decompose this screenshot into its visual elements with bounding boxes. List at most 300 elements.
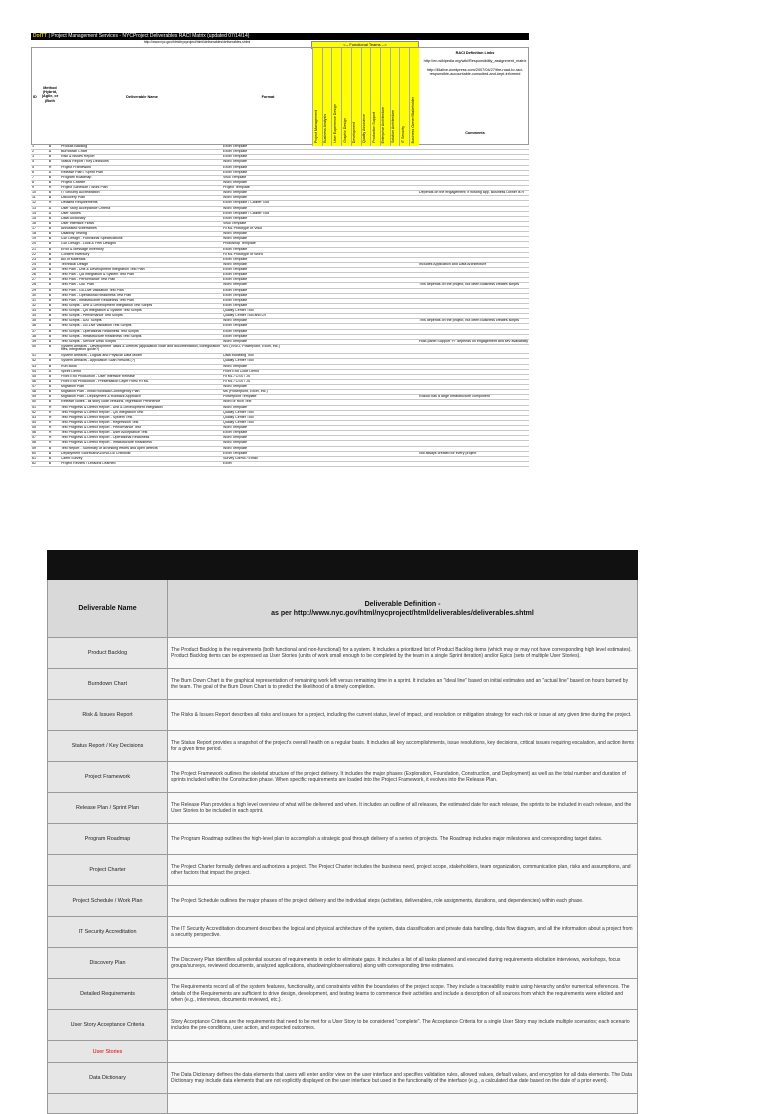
- row-format: Word Template: [223, 206, 248, 210]
- row-format: Excel Template: [223, 334, 248, 338]
- row-id: 45: [32, 374, 36, 378]
- row-deliverable-name: Migration Plan: [61, 385, 84, 389]
- row-method: B: [48, 385, 52, 389]
- team-column: [380, 48, 388, 146]
- row-raci-cells: [311, 431, 418, 435]
- row-format: Front End Code Demo: [223, 369, 259, 373]
- row-raci-cells: [311, 380, 418, 384]
- row-format: Word or Rich Text: [223, 400, 252, 404]
- row-id: 41: [32, 354, 36, 358]
- row-deliverable-name: Test Report - Summary of all testing efforts and open defects: [61, 446, 158, 450]
- row-deliverable-name: GUI Design - Look & Feel Designs: [61, 242, 116, 246]
- row-raci-cells: [311, 166, 418, 170]
- definition-text: The Project Schedule outlines the major phases of the project delivery and the individual steps (activities, deliverables, role assignments, durations, and dependencies) within each phase.: [168, 886, 638, 917]
- row-method: B: [48, 374, 52, 378]
- row-format: Quality Center Tool: [223, 420, 254, 424]
- row-raci-cells: [311, 222, 418, 226]
- row-deliverable-name: Migration Plan - Initial Rollback/Contingency Plan: [61, 390, 140, 394]
- row-deliverable-name: Discovery Plan: [61, 196, 85, 200]
- row-id: 53: [32, 415, 36, 419]
- row-method: B: [48, 288, 52, 292]
- row-format: Quality Center Tool: [223, 309, 254, 312]
- header-id: ID: [33, 95, 37, 99]
- row-method: B: [48, 221, 52, 225]
- table-row: [48, 1094, 638, 1114]
- row-id: 13: [32, 206, 36, 210]
- row-id: 23: [32, 257, 36, 261]
- row-method: B: [48, 446, 52, 450]
- table-row: [48, 979, 638, 1010]
- team-columns: [312, 48, 419, 146]
- row-deliverable-name: Annotated Wireframes: [61, 227, 97, 230]
- row-comment: Not always created for every project: [419, 451, 477, 455]
- row-method: H: [48, 426, 52, 430]
- row-raci-cells: [311, 319, 418, 323]
- row-format: Word Template: [223, 283, 248, 287]
- definition-deliverable-name: [48, 1094, 168, 1114]
- row-method: B: [48, 160, 52, 164]
- row-id: 7: [32, 175, 34, 179]
- header-method: Method (Hybrid, (Agile, or (Both: [41, 86, 59, 103]
- row-method: B: [48, 451, 52, 455]
- row-format: Powerpoint Template: [223, 395, 257, 399]
- row-id: 11: [32, 196, 36, 200]
- row-format: Word Template: [223, 364, 248, 368]
- table-row: [48, 638, 638, 669]
- row-format: Quality Center Tool: [223, 415, 254, 419]
- row-raci-cells: [311, 406, 418, 410]
- team-name: Development: [352, 121, 357, 143]
- row-deliverable-name: Test Scripts - Unit & Development Integration Test Scripts: [61, 303, 153, 307]
- row-method: B: [48, 278, 52, 282]
- row-method: H: [48, 431, 52, 435]
- row-id: 18: [32, 232, 36, 236]
- row-id: 21: [32, 247, 36, 251]
- row-format: Excel Template: [223, 288, 248, 292]
- row-raci-cells: [311, 248, 418, 252]
- row-deliverable-name: Test Progress & Defect Report - QA Integration Test: [61, 410, 144, 414]
- row-method: H: [48, 436, 52, 440]
- row-id: 25: [32, 268, 36, 271]
- row-format: Excel Template: [223, 278, 248, 282]
- row-raci-cells: [311, 395, 418, 399]
- row-id: 6: [32, 170, 34, 174]
- row-format: Word Template: [223, 232, 248, 236]
- row-format: Word Template: [223, 319, 248, 323]
- row-deliverable-name: Test Scripts - Infrastructure Readiness Test Scripts: [61, 334, 142, 338]
- row-id: 37: [32, 329, 36, 333]
- row-id: 47: [32, 385, 36, 389]
- row-raci-cells: [311, 324, 418, 328]
- row-method: B: [48, 456, 52, 460]
- row-id: 56: [32, 431, 36, 435]
- row-format: Excel Template: [223, 150, 248, 154]
- row-method: B: [48, 298, 52, 302]
- row-format: Excel Template: [223, 170, 248, 174]
- row-deliverable-name: User Interface Flows: [61, 221, 94, 225]
- definition-text: The IT Security Accreditation document describes the logical and physical architecture of the system, data classification and private data handling, data flow diagram, and all the information about a project from a security perspective.: [168, 917, 638, 948]
- row-format: Excel Template: [223, 431, 248, 435]
- row-raci-cells: [311, 160, 418, 164]
- row-raci-cells: [311, 207, 418, 211]
- row-id: 27: [32, 278, 36, 282]
- definition-deliverable-name: Discovery Plan: [48, 948, 168, 979]
- row-raci-cells: [311, 314, 418, 318]
- row-method: B: [48, 400, 52, 404]
- row-raci-cells: [311, 263, 418, 267]
- row-id: 2: [32, 150, 34, 154]
- row-id: 42: [32, 359, 36, 363]
- row-deliverable-name: Burndown Chart: [61, 150, 87, 154]
- team-column: [331, 48, 339, 146]
- team-name: Solution Architecture: [391, 110, 396, 143]
- row-deliverable-name: Program Roadmap: [61, 175, 92, 179]
- row-id: 8: [32, 180, 34, 184]
- header-deliverable-definition: Deliverable Definition - as per http://www.nyc.gov/html/nycproject/html/deliverables/deliverables.shtml: [168, 580, 638, 638]
- row-method: B: [48, 344, 52, 348]
- row-id: 34: [32, 314, 36, 318]
- row-deliverable-name: Test Scripts - QA Integration & System Test Scripts: [61, 309, 142, 312]
- raci-matrix-sheet: [31, 33, 529, 465]
- definition-deliverable-name: Project Schedule / Work Plan: [48, 886, 168, 917]
- row-format: Excel Template: [223, 257, 248, 261]
- table-row: [48, 1063, 638, 1094]
- row-deliverable-name: Content Inventory: [61, 252, 90, 256]
- row-format: Excel Template: [223, 451, 248, 455]
- definition-text: The Product Backlog is the requirements (both functional and non-functional) for a system. It includes a prioritized list of Product Backlog items (which may or may not have corresponding high level estimates). Product Backlog items can be expressed as User Stories (units of work small enough to be completed by the team in a single Sprint iteration) and/or Epics (sets of multiple User Stories).: [168, 638, 638, 669]
- row-id: 4: [32, 160, 34, 164]
- row-id: 49: [32, 395, 36, 399]
- row-deliverable-name: Front End Production - Presentation Layer Files/ HTML: [61, 379, 149, 383]
- row-raci-cells: [311, 354, 418, 358]
- team-name: Production Support: [371, 112, 376, 143]
- row-method: H: [48, 410, 52, 414]
- header-deliverable-name: Deliverable Name: [48, 580, 168, 638]
- row-raci-cells: [311, 196, 418, 200]
- raci-link-1[interactable]: http://en.wikipedia.org/wiki/Responsibility_assignment_matrix: [423, 59, 527, 64]
- row-method: B: [48, 319, 52, 323]
- row-method: A: [48, 211, 52, 215]
- row-deliverable-name: Test Plan - Performance Test Plan: [61, 278, 116, 282]
- row-raci-cells: [311, 359, 418, 363]
- table-row: [48, 1041, 638, 1063]
- row-method: B: [48, 247, 52, 251]
- team-column: [399, 48, 407, 146]
- team-column: [361, 48, 369, 146]
- row-format: Word Template: [223, 237, 248, 241]
- row-method: H: [48, 420, 52, 424]
- row-raci-cells: [311, 289, 418, 293]
- row-deliverable-name: IT Security Accreditation: [61, 191, 100, 195]
- row-format: Data Modeling Tool: [223, 354, 254, 358]
- row-id: 17: [32, 227, 36, 230]
- row-raci-cells: [311, 416, 418, 420]
- sheet-title-text: | Project Management Services - NYCProject Deliverables RACI Matrix (updated 07/14/14): [47, 33, 250, 39]
- row-method: B: [48, 359, 52, 363]
- row-format: Survey Gizmo / Email: [223, 456, 258, 460]
- row-deliverable-name: Test Progress & Defect Report - Unit & Development Integration: [61, 405, 163, 409]
- team-name: Business Owner/Stakeholder: [410, 96, 415, 143]
- definition-text: [168, 1041, 638, 1063]
- row-id: 52: [32, 410, 36, 414]
- row-format: Excel Template: [223, 268, 248, 271]
- raci-links: [420, 51, 530, 77]
- row-method: B: [48, 273, 52, 277]
- definition-deliverable-name: Project Framework: [48, 762, 168, 793]
- row-deliverable-name: User Story Acceptance Criteria: [61, 206, 111, 210]
- row-method: B: [48, 232, 52, 236]
- row-id: 1: [32, 145, 34, 148]
- row-format: Word Template: [223, 405, 248, 409]
- row-deliverable-name: Run Book: [61, 364, 77, 368]
- row-comment: This depends on the project, but often Business creates scripts: [419, 319, 520, 323]
- row-deliverable-name: GUI Design - Functional Specifications: [61, 237, 123, 241]
- row-format: Excel Template / Caliber Tool: [223, 211, 270, 215]
- row-raci-cells: [311, 441, 418, 445]
- team-name: Enterprise Architecture: [381, 106, 386, 143]
- row-method: B: [48, 242, 52, 246]
- row-id: 30: [32, 293, 36, 297]
- sheet-url[interactable]: http://www.nyc.gov/html/nycproject/html/deliverables/deliverables.shtml: [143, 40, 251, 44]
- row-id: 40: [32, 344, 36, 348]
- definition-deliverable-name: Burndown Chart: [48, 669, 168, 700]
- row-id: 48: [32, 390, 36, 394]
- row-format: HTML / CSS / JS: [223, 379, 251, 383]
- row-raci-cells: [311, 452, 418, 456]
- row-method: B: [48, 216, 52, 220]
- table-row: [31, 345, 529, 354]
- row-id: 9: [32, 186, 34, 189]
- raci-rows: [31, 145, 529, 467]
- row-raci-cells: [311, 309, 418, 313]
- row-id: 14: [32, 211, 36, 215]
- definition-text: The Risks & Issues Report describes all risks and issues for a project, including the current status, level of impact, and resolution or mitigation strategy for each risk or issue at any given time during the project.: [168, 700, 638, 731]
- row-id: 43: [32, 364, 36, 368]
- row-format: Excel Template: [223, 247, 248, 251]
- row-raci-cells: [311, 150, 418, 154]
- row-deliverable-name: Test Progress & Defect Report - Operational Readiness: [61, 436, 150, 440]
- definitions-header-row: [48, 580, 638, 638]
- row-deliverable-name: Product Backlog: [61, 145, 88, 148]
- row-raci-cells: [311, 232, 418, 236]
- team-name: Business Analysis: [323, 114, 328, 143]
- row-format: Word Template: [223, 441, 248, 445]
- definition-text: The Release Plan provides a high level overview of what will be delivered and when. It includes an outline of all releases, the estimated date for each release, the sprints to be included in each release, and the User Stories to be included in each sprint.: [168, 793, 638, 824]
- row-id: 57: [32, 436, 36, 440]
- row-id: 55: [32, 426, 36, 430]
- row-raci-cells: [311, 273, 418, 277]
- row-id: 51: [32, 405, 36, 409]
- row-raci-cells: [311, 421, 418, 425]
- row-raci-cells: [311, 330, 418, 334]
- table-row: [48, 762, 638, 793]
- row-comment: Rollout has a large Infrastructure component: [419, 395, 490, 399]
- table-row: [48, 793, 638, 824]
- row-raci-cells: [311, 436, 418, 440]
- row-format: Word Template: [223, 385, 248, 389]
- row-method: H: [48, 441, 52, 445]
- row-format: Excel Template: [223, 324, 248, 328]
- row-method: B: [48, 314, 52, 318]
- row-deliverable-name: Bill of Materials: [61, 257, 86, 261]
- row-format: HTML Prototype or Word: [223, 252, 263, 256]
- row-deliverable-name: Migration Plan - Deployment & Rollback Approach: [61, 395, 141, 399]
- row-format: Quality Center Tool and LR: [223, 314, 267, 318]
- raci-links-title: RACI Definition Links: [455, 51, 495, 55]
- definition-deliverable-name: User Story Acceptance Criteria: [48, 1010, 168, 1041]
- row-method: H: [48, 405, 52, 409]
- row-method: B: [48, 293, 52, 297]
- row-deliverable-name: Test Plan - QA Integration & System Test Plan: [61, 273, 135, 277]
- functional-teams-band: <-- Functional Teams -->: [311, 41, 419, 49]
- row-raci-cells: [311, 375, 418, 379]
- row-deliverable-name: Test Progress & Defect Report - Regression Test: [61, 420, 139, 424]
- row-id: 46: [32, 379, 36, 383]
- row-raci-cells: [311, 227, 418, 231]
- team-name: Graphic Design: [342, 118, 347, 143]
- row-raci-cells: [311, 299, 418, 303]
- row-raci-cells: [311, 145, 418, 149]
- row-format: Word Template: [223, 262, 248, 266]
- definition-deliverable-name: Product Backlog: [48, 638, 168, 669]
- row-deliverable-name: Test Progress & Defect Report - System Test: [61, 415, 133, 419]
- row-method: B: [48, 395, 52, 399]
- row-deliverable-name: Status Report / Key Decisions: [61, 160, 109, 164]
- sheet-title-org: DoITT: [33, 33, 48, 39]
- row-format: Excel Template: [223, 216, 248, 220]
- row-id: 54: [32, 420, 36, 424]
- row-deliverable-name: Test Scripts - UAT Scripts: [61, 319, 102, 323]
- row-format: Excel Template: [223, 298, 248, 302]
- sheet-header: [31, 47, 529, 145]
- row-id: 58: [32, 441, 36, 445]
- row-deliverable-name: Test Plan - Go-Live Validation Test Plan: [61, 288, 124, 292]
- row-method: B: [48, 237, 52, 241]
- row-format: MS (VISIO, Powerpoint, Excel, etc.): [223, 344, 280, 348]
- definition-deliverable-name: Risk & Issues Report: [48, 700, 168, 731]
- table-row: [48, 700, 638, 731]
- row-deliverable-name: Project Schedule / Work Plan: [61, 186, 108, 189]
- row-format: Word Template: [223, 180, 248, 184]
- row-deliverable-name: Deployment Scorecard/Go/No-Go Checklist: [61, 451, 131, 455]
- row-raci-cells: [311, 462, 418, 466]
- row-deliverable-name: User Stories: [61, 211, 81, 215]
- row-raci-cells: [311, 278, 418, 282]
- row-id: 32: [32, 303, 36, 307]
- row-method: H: [48, 415, 52, 419]
- row-format: Word Template: [223, 196, 248, 200]
- row-format: Excel Template: [223, 165, 248, 169]
- row-raci-cells: [311, 365, 418, 369]
- definition-text: The Project Framework outlines the skeletal structure of the project delivery. It includes the major phases (Exploration, Foundation, Construction, and Deployment) as well as the total number and duration of sprints included within the Construction phase. When specific requirements are loaded into the Project Framework, it evolves into the Release Plan.: [168, 762, 638, 793]
- row-raci-cells: [311, 283, 418, 287]
- row-raci-cells: [311, 385, 418, 389]
- row-format: Quality Center Tool: [223, 410, 254, 414]
- team-column: [370, 48, 378, 146]
- row-method: B: [48, 329, 52, 333]
- row-method: B: [48, 324, 52, 328]
- row-deliverable-name: Usability Testing: [61, 232, 87, 236]
- row-raci-cells: [311, 294, 418, 298]
- row-raci-cells: [311, 426, 418, 430]
- row-format: Word Template: [223, 446, 248, 450]
- definition-deliverable-name: Program Roadmap: [48, 824, 168, 855]
- row-raci-cells: [311, 217, 418, 221]
- row-deliverable-name: Test Progress & Defect Report - User Acceptance Test: [61, 431, 148, 435]
- row-id: 36: [32, 324, 36, 328]
- row-format: Ms (Powerpoint, Excel, etc.): [223, 390, 268, 394]
- row-id: 31: [32, 298, 36, 302]
- row-deliverable-name: System Artifacts - Application Scan Results (?): [61, 359, 135, 363]
- row-raci-cells: [311, 447, 418, 451]
- team-column: [390, 48, 398, 146]
- row-deliverable-name: Project Review / Lessons Learned: [61, 461, 116, 465]
- row-method: B: [48, 354, 52, 358]
- row-method: B: [48, 364, 52, 368]
- row-raci-cells: [311, 176, 418, 180]
- definition-deliverable-name: Status Report / Key Decisions: [48, 731, 168, 762]
- row-method: B: [48, 334, 52, 338]
- row-comment: Depends on the engagement; if hosting app, Business Owner is R: [419, 191, 525, 195]
- definition-text: The Project Charter formally defines and authorizes a project. The Project Charter includes the business need, project scope, stakeholders, team organization, communication plan, risks and assumptions, and other factors that impact the project.: [168, 855, 638, 886]
- row-method: A: [48, 150, 52, 154]
- row-method: A: [48, 369, 52, 373]
- row-format: Word Template: [223, 339, 248, 343]
- row-comment: Hold-panel Support "R" depends on engagement and sev availability: [419, 339, 529, 343]
- row-raci-cells: [311, 253, 418, 257]
- team-name: Project Management: [313, 109, 318, 143]
- row-raci-cells: [311, 400, 418, 404]
- definition-text: The Status Report provides a snapshot of the project's overall health on a regular basis. It includes all key accomplishments, issue resolutions, key decisions, critical issues requiring escalation, and action items for a given time period.: [168, 731, 638, 762]
- definition-deliverable-name: User Stories: [48, 1041, 168, 1063]
- sheet-title: [31, 33, 529, 40]
- row-deliverable-name: Project Charter: [61, 180, 86, 184]
- team-column: [322, 48, 330, 146]
- row-method: B: [48, 303, 52, 307]
- row-format: HTML / CSS / JS: [223, 374, 251, 378]
- row-id: 38: [32, 334, 36, 338]
- table-row: [48, 917, 638, 948]
- row-format: Excel Template / Caliber Tool: [223, 201, 270, 205]
- row-deliverable-name: Risk & Issues Report: [61, 155, 95, 159]
- row-deliverable-name: Test Progress & Defect Report - Performance Test: [61, 426, 141, 430]
- row-raci-cells: [311, 181, 418, 185]
- row-method: B: [48, 191, 52, 195]
- row-id: 33: [32, 309, 36, 312]
- header-format: Format: [261, 95, 275, 99]
- row-format: Project Template: [223, 186, 250, 189]
- row-id: 50: [32, 400, 36, 404]
- row-method: A: [48, 170, 52, 174]
- team-column: [341, 48, 349, 146]
- row-deliverable-name: Test Progress & Defect Report - Infrastructure Readiness: [61, 441, 152, 445]
- row-method: B: [48, 309, 52, 312]
- team-name: User Experience Design: [332, 104, 337, 143]
- row-raci-cells: [311, 171, 418, 175]
- row-method: A: [48, 206, 52, 210]
- row-method: B: [48, 262, 52, 266]
- row-id: 35: [32, 319, 36, 323]
- row-raci-cells: [311, 242, 418, 246]
- row-format: Word Template: [223, 160, 248, 164]
- row-method: B: [48, 227, 52, 230]
- table-row: [48, 886, 638, 917]
- row-deliverable-name: Technical Design: [61, 262, 89, 266]
- row-method: B: [48, 252, 52, 256]
- row-deliverable-name: Client Survey: [61, 456, 83, 460]
- raci-link-2[interactable]: http://4llalive.wordpress.com/2007/04/27/the-road-to-raci-responsible-accountable-consulted-and-kept-informed: [426, 67, 524, 77]
- row-raci-cells: [311, 390, 418, 394]
